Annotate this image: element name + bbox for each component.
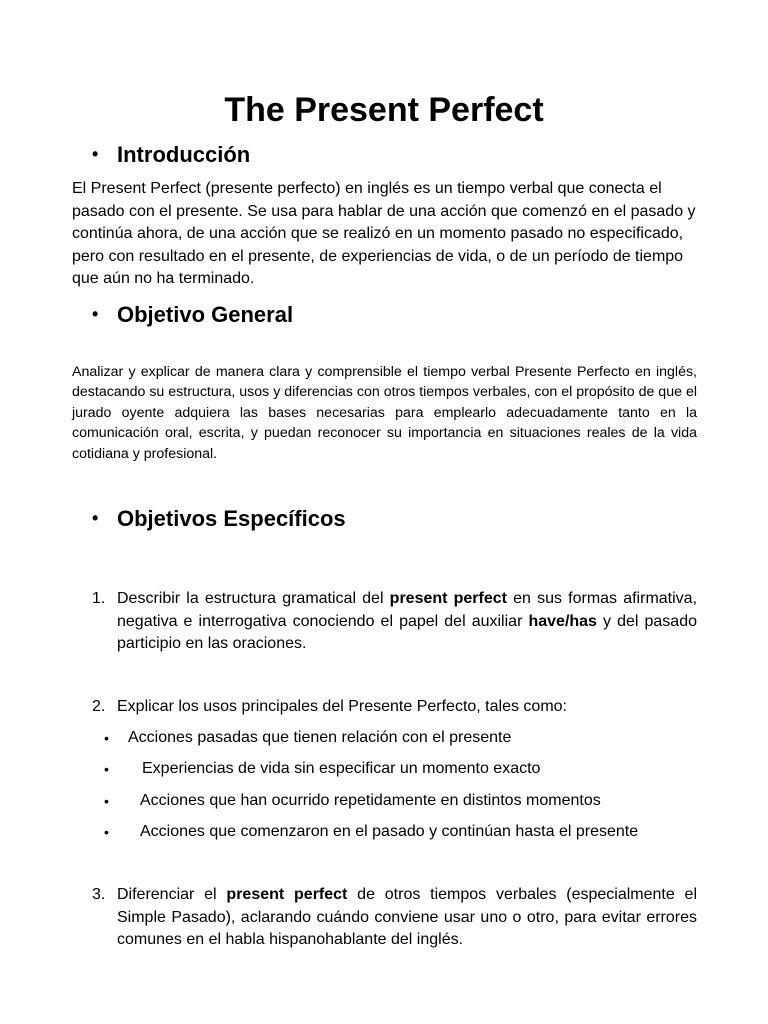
- sub-list-text: Acciones que comenzaron en el pasado y continúan hasta el presente: [140, 823, 639, 840]
- text-run: en sus formas afirmativa, negativa e interrogativa conociendo el papel del auxiliar: [117, 590, 698, 630]
- sub-list-text: Experiencias de vida sin especificar un momento exacto: [142, 760, 541, 777]
- page-title: The Present Perfect: [224, 91, 544, 129]
- sub-list-text: Acciones pasadas que tienen relación con el presente: [128, 729, 512, 746]
- text-run: de otros tiempos verbales (especialmente el Simple Pasado), aclarando cuándo conviene usar uno o otro, para evitar errores comunes en el habla hispanohablante del inglés.: [117, 886, 698, 948]
- list-item-text: Explicar los usos principales del Presente Perfecto, tales como:: [117, 698, 567, 715]
- sub-list-item: [104, 758, 540, 780]
- bullet-icon: •: [92, 304, 99, 324]
- section-heading-objetivos-especificos: [92, 504, 346, 533]
- list-item-3: [92, 884, 697, 952]
- heading-text: Objetivo General: [117, 302, 294, 327]
- text-run: Describir la estructura gramatical del: [117, 590, 390, 607]
- list-item-text: [117, 588, 697, 656]
- bullet-icon: •: [104, 730, 109, 746]
- bullet-icon: •: [92, 144, 99, 164]
- list-number: 1.: [92, 590, 106, 607]
- bold-term: present perfect: [226, 886, 348, 903]
- sub-list-item: [104, 790, 601, 812]
- list-item-text: [117, 884, 697, 952]
- sub-list-item: [104, 727, 511, 749]
- section-heading-objetivo-general: [92, 300, 293, 329]
- heading-text: Introducción: [117, 142, 251, 167]
- list-number: 3.: [92, 886, 106, 903]
- list-number: 2.: [92, 698, 106, 715]
- sub-list-text: Acciones que han ocurrido repetidamente en distintos momentos: [140, 792, 601, 809]
- introduccion-paragraph: El Present Perfect (presente perfecto) en inglés es un tiempo verbal que conecta el pasado con el presente. Se usa para hablar de una acción que comenzó en el pasado y continúa ahora, de una acción que se realizó en un momento pasado no especificado, pero con resultado en el presente, de experiencias de vida, o de un período de tiempo que aún no ha terminado.: [72, 180, 696, 287]
- list-item-2: [92, 696, 697, 719]
- bullet-icon: •: [104, 793, 109, 809]
- heading-text: Objetivos Específicos: [117, 506, 346, 531]
- bullet-icon: •: [92, 508, 99, 528]
- list-item-1: [92, 588, 697, 656]
- sub-list-item: [104, 821, 638, 843]
- bullet-icon: •: [104, 824, 109, 840]
- bullet-icon: •: [104, 761, 109, 777]
- bold-term: have/has: [528, 612, 597, 630]
- text-run: y del pasado participio en las oraciones.: [117, 612, 697, 652]
- bold-term: present perfect: [389, 590, 507, 607]
- text-run: Diferenciar el: [117, 886, 227, 903]
- objetivo-general-paragraph: Analizar y explicar de manera clara y comprensible el tiempo verbal Presente Perfecto en inglés, destacando su estructura, usos y diferencias con otros tiempos verbales, con el propósito de que el jurado oyente adquiera las bases necesarias para emplearlo adecuadamente tanto en la comunicación oral, escrita, y puedan reconocer su importancia en situaciones reales de la vida cotidiana y profesional.: [72, 364, 697, 462]
- section-heading-introduccion: [92, 140, 250, 169]
